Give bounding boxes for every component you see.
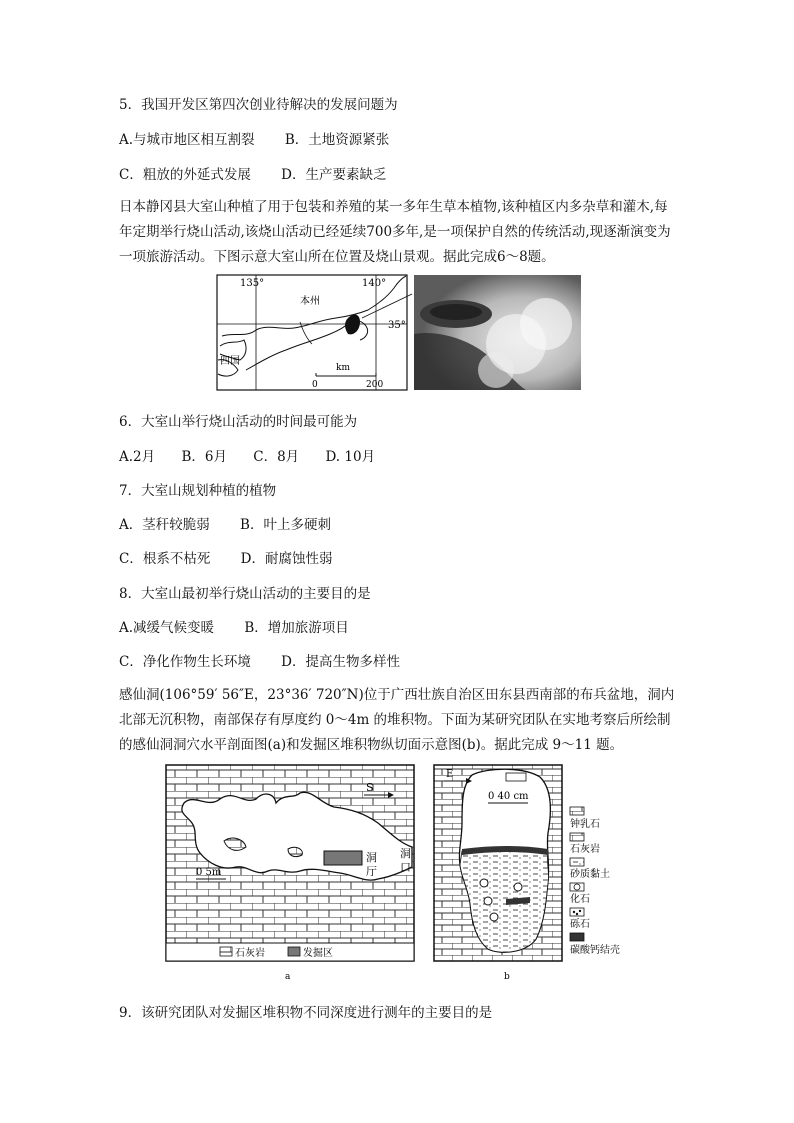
q6-option-b: B．6月: [181, 449, 227, 465]
q8-option-b: B．增加旅游项目: [244, 620, 349, 636]
figure-cave-plan-svg: [164, 763, 418, 985]
passage-omuroyama: 日本静冈县大室山种植了用于包装和养殖的某一多年生草本植物,该种植区内多杂草和灌木,每年定期举行烧山活动,该烧山活动已经延续700多年,是一项保护自然的传统活动,现逐渐演变为一项旅游活动。下图示意大室山所在位置及烧山景观。据此完成6～8题。: [119, 199, 671, 265]
map-label-honshu: 本州: [300, 296, 320, 307]
q7-options-cd: [119, 550, 332, 568]
figure-omuroyama: [216, 274, 582, 392]
label-cave-hall-2: 厅: [366, 865, 377, 878]
figure-sediment-section: [432, 763, 642, 985]
q5-option-a: A.与城市地区相互割裂: [119, 132, 255, 148]
q8-options-cd: [119, 653, 400, 671]
passage-ganxian-cave: 感仙洞(106°59′ 56″E，23°36′ 720″N)位于广西壮族自治区田东县西南部的布兵盆地，洞内北部无沉积物，南部保存有厚度约 0～4m 的堆积物。下面为某研究团队在实地考察后所绘制的感仙洞洞穴水平剖面图(a)和发掘区堆积物纵切面示意图(b)。据此完成 9～11 题。: [119, 687, 675, 753]
legend-sandy-clay: 砂质黏土: [570, 869, 610, 880]
q6-option-c: C．8月: [253, 449, 300, 465]
q7-option-b: B．叶上多硬刺: [240, 517, 331, 533]
legend-gravel: 砾石: [570, 919, 590, 930]
excavation-area: [324, 851, 362, 865]
section-direction-e: E: [446, 769, 454, 780]
figure-a-caption: a: [285, 972, 291, 982]
q7-stem: 7．大室山规划种植的植物: [119, 483, 277, 499]
label-cave-mouth-1: 洞: [400, 847, 411, 860]
map-scale-0: 0: [312, 380, 318, 390]
plan-direction-s: S: [366, 781, 374, 794]
map-lon-135: 135°: [240, 278, 265, 289]
q7-option-a: A．茎秆较脆弱: [119, 517, 210, 533]
q6-options: [119, 448, 375, 466]
legend-limestone-b: 石灰岩: [570, 844, 600, 855]
legend-limestone: 石灰岩: [235, 948, 265, 959]
q7-option-d: D．耐腐蚀性弱: [240, 551, 333, 567]
legend-excavation: 发掘区: [303, 948, 333, 959]
figure-omuroyama-svg: [216, 274, 582, 392]
legend-fossil: 化石: [570, 894, 590, 905]
q8-option-d: D．提高生物多样性: [281, 654, 400, 670]
q7-options-ab: [119, 516, 331, 534]
map-scale-200: 200: [366, 380, 384, 390]
plan-scale: 0 5m: [196, 867, 222, 878]
q8-stem: 8．大室山最初举行烧山活动的主要目的是: [119, 586, 371, 602]
q6-option-a: A.2月: [119, 449, 156, 465]
q7-option-c: C．根系不枯死: [119, 551, 211, 567]
q5-option-c: C．粗放的外延式发展: [119, 167, 251, 183]
legend-calcium-carbonate-crust: 碳酸钙结壳: [570, 945, 620, 956]
q8-options-ab: [119, 619, 349, 637]
map-lat-35: 35°: [388, 320, 406, 331]
figure-cave-plan: [164, 763, 418, 985]
label-cave-mouth-2: 口: [400, 861, 411, 874]
map-scale-unit: km: [336, 363, 350, 373]
map-lon-140: 140°: [362, 278, 387, 289]
figure-sediment-section-svg: [432, 763, 642, 985]
q8-option-c: C．净化作物生长环境: [119, 654, 251, 670]
q6-stem: 6．大室山举行烧山活动的时间最可能为: [119, 414, 358, 430]
q5-stem: 5．我国开发区第四次创业待解决的发展问题为: [119, 97, 398, 113]
legend-stalactite: 钟乳石: [570, 819, 600, 830]
q6-option-d: D. 10月: [325, 449, 376, 465]
q5-option-b: B．土地资源紧张: [284, 132, 390, 148]
figure-b-caption: b: [504, 972, 510, 982]
q5-option-d: D．生产要素缺乏: [281, 167, 387, 183]
section-scale: 0 40 cm: [488, 791, 529, 802]
label-cave-hall-1: 洞: [366, 851, 377, 864]
q5-options-ab: [119, 131, 389, 149]
q5-options-cd: [119, 166, 386, 184]
q9-stem: 9．该研究团队对发掘区堆积物不同深度进行测年的主要目的是: [119, 1005, 493, 1021]
map-label-shikoku: 四国: [220, 356, 240, 367]
q8-option-a: A.减缓气候变暖: [119, 620, 215, 636]
